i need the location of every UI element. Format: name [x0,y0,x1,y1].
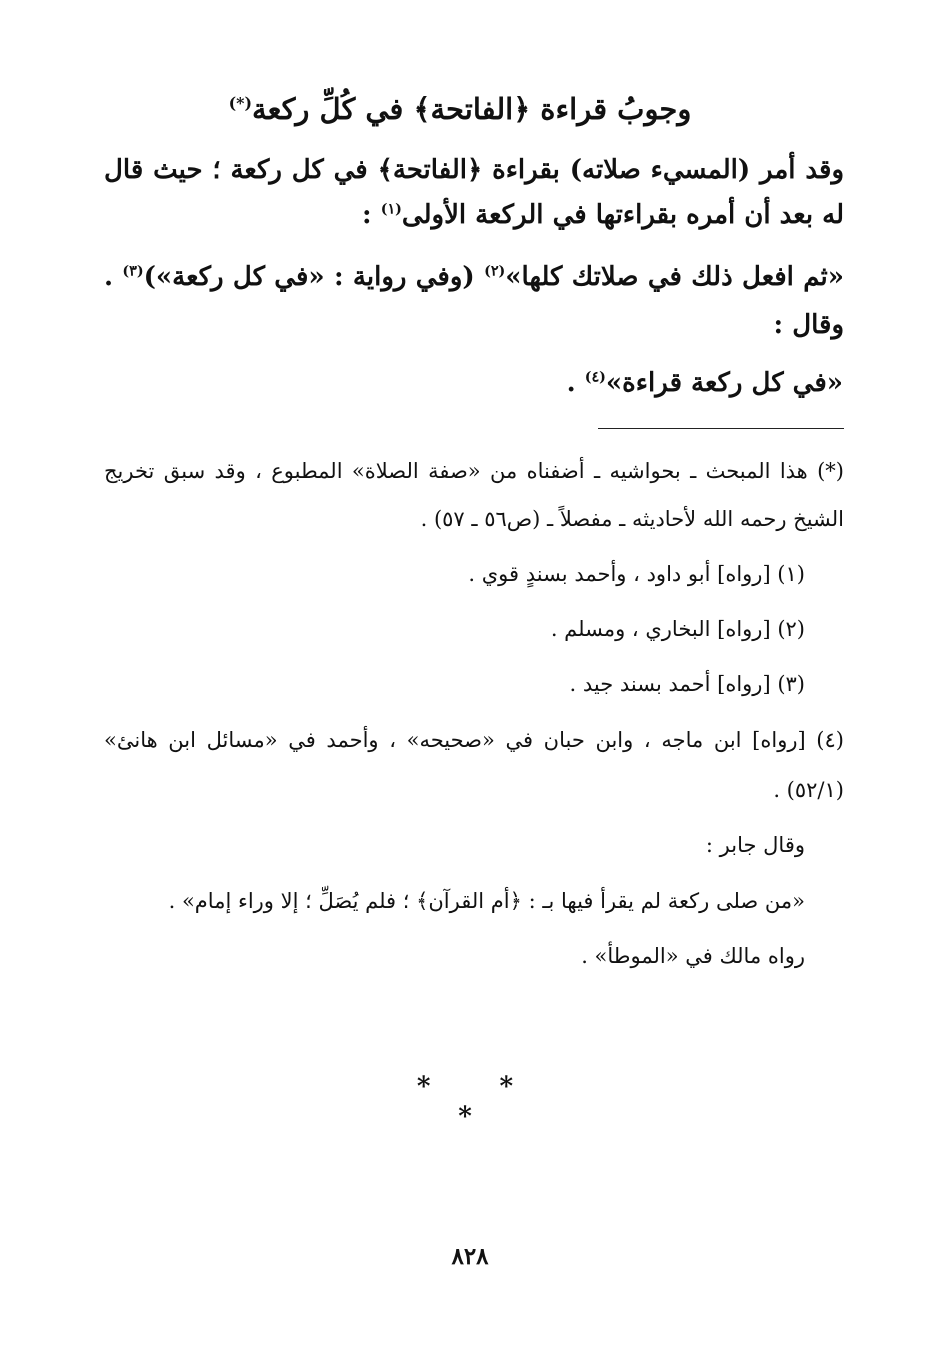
jaber-intro: وقال جابر : [705,833,805,857]
footnote-ref-4[interactable]: (٤) [584,369,606,386]
body-line-4: وقال : [773,310,844,340]
footnote-star-line-1: (*) هذا المبحث ـ بحواشيه ـ أضفناه من «صفة الصلاة» المطبوع ، وقد سبق تخريج [104,459,844,483]
footnote-4-line-2: (٥٢/١) . [773,778,844,802]
body-line-2 [104,200,844,230]
jaber-quote: «من صلى ركعة لم يقرأ فيها بـ : ﴿أم القرآن﴾ ؛ فلم يُصَلِّ ؛ إلا وراء إمام» . [168,889,805,913]
quote-prophet: «ثم افعل ذلك في صلاتك كلها» [505,262,845,292]
footnote-2: (٢) [رواه] البخاري ، ومسلم . [550,617,805,641]
section-title-text: وجوبُ قراءة ﴿الفاتحة﴾ في كُلِّ ركعة [252,92,692,126]
footnote-1: (١) [رواه] أبو داود ، وأحمد بسندٍ قوي . [468,562,805,586]
footnote-3: (٣) [رواه] أحمد بسند جيد . [569,672,805,696]
quote-riwaya: (وفي رواية : «في كل ركعة») [143,262,485,292]
body-line-2-text: له بعد أن أمره بقراءتها في الركعة الأولى [401,200,844,230]
footnote-divider [598,428,844,429]
body-line-5-end: . [566,368,585,398]
footnote-ref-3[interactable]: (٣) [122,263,144,280]
body-line-1: وقد أمر (المسيء صلاته) بقراءة ﴿الفاتحة﴾ في كل ركعة ؛ حيث قال [104,155,844,185]
title-footnote-marker[interactable]: (*) [228,93,253,113]
body-line-5 [567,368,843,398]
body-line-2-end: : [362,200,381,230]
body-line-3-end: . [104,262,123,292]
section-separator: * * * [416,1072,544,1132]
footnote-ref-2[interactable]: (٢) [484,263,506,280]
footnote-star-line-2: الشيخ رحمه الله لأحاديثه ـ مفصلاً ـ (ص٥٦ ـ ٥٧) . [420,507,844,531]
section-title [225,92,695,126]
page-number: ٨٢٨ [451,1243,489,1270]
quote-every-rakah: «في كل ركعة قراءة» [605,368,843,398]
footnote-ref-1[interactable]: (١) [380,201,402,218]
jaber-source: رواه مالك في «الموطأ» . [581,944,805,968]
footnote-4-line-1: (٤) [رواه] ابن ماجه ، وابن حبان في «صحيحه» ، وأحمد في «مسائل ابن هانئ» [104,728,844,752]
body-line-3 [104,262,844,292]
